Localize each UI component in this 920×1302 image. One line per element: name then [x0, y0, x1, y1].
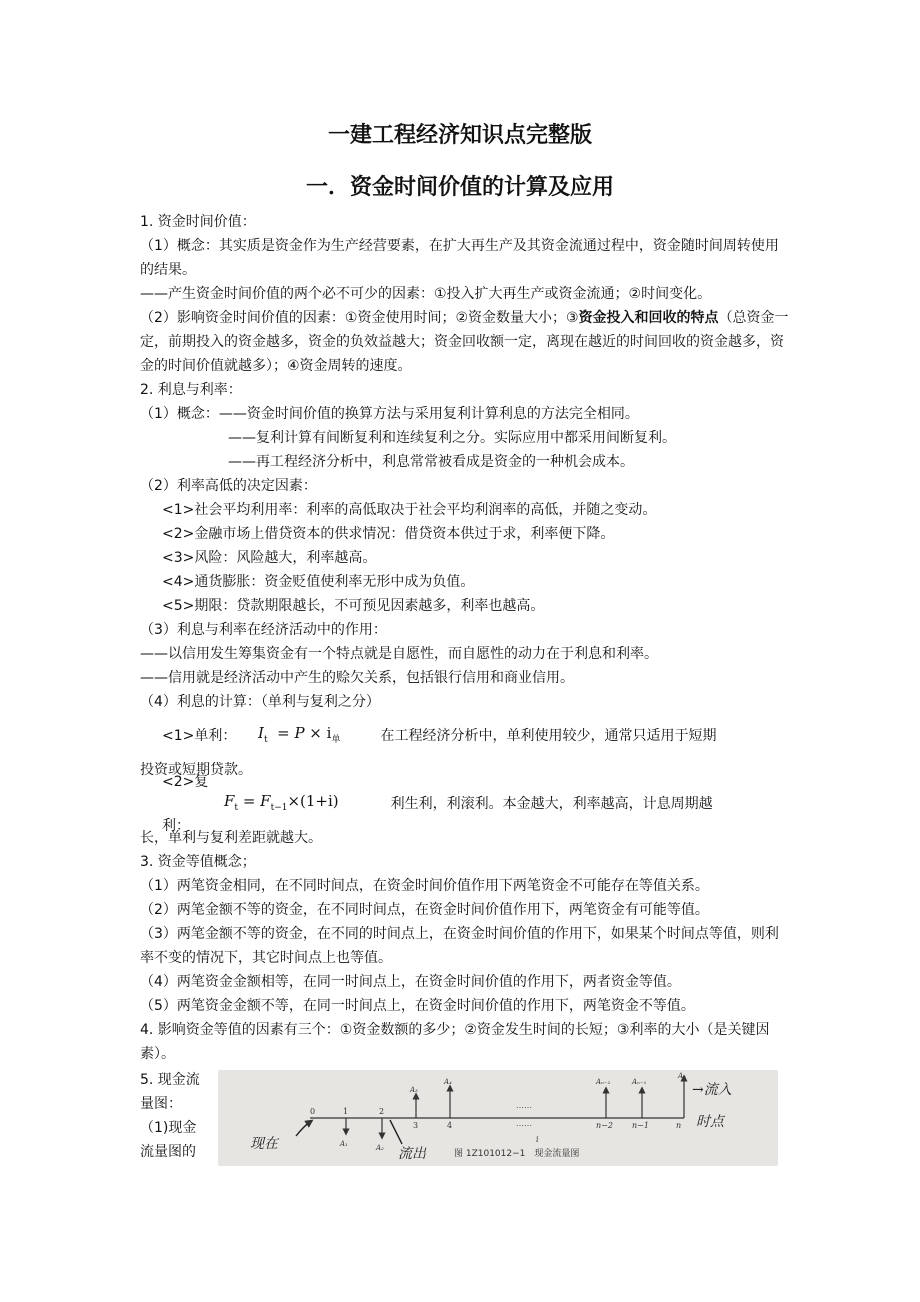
sec2-role-heading: （3）利息与利率在经济活动中的作用： [140, 622, 387, 638]
sec2-factor-1: <1>社会平均利用率：利率的高低取决于社会平均利润率的高低，并随之变动。 [162, 502, 657, 518]
tick-n-2: n−2 [596, 1121, 613, 1130]
tick-2: 2 [379, 1107, 385, 1116]
sec3-item-4: （4）两笔资金金额相等，在同一时间点上，在资金时间价值的作用下，两者资金等值。 [140, 974, 681, 990]
section-title: 一．资金时间价值的计算及应用 [305, 175, 614, 200]
compound-interest-cont: 长，单利与复利差距就越大。 [140, 830, 322, 846]
sec1-influence [140, 306, 790, 378]
hw-inflow: →流入 [692, 1082, 732, 1098]
simple-interest-line [140, 714, 790, 758]
document-body [140, 210, 790, 1168]
label-a3: A₃ [410, 1086, 418, 1094]
label-a4: A₄ [444, 1078, 452, 1086]
compound-interest-desc: 利生利，利滚利。本金越大，利率越高，计息周期越 [390, 796, 713, 812]
sec1-influence-bold: 资金投入和回收的特点 [578, 310, 719, 326]
sec5-sub-a: （1)现金 [140, 1120, 197, 1136]
sec5-sub-b: 流量图的 [140, 1144, 196, 1160]
tick-n-1: n−1 [632, 1121, 649, 1130]
diagram-caption: 图 1Z101012−1 现金流量图 [454, 1149, 580, 1159]
sec1-influence-a: （2）影响资金时间价值的因素：①资金使用时间；②资金数量大小；③ [140, 310, 579, 326]
dots-top: …… [516, 1101, 532, 1110]
compound-interest-formula: $F_t = F_{t-1}\times(1+i)$ [224, 791, 339, 813]
sec2-calc-heading: （4）利息的计算：（单利与复利之分） [140, 694, 380, 710]
simple-interest-label: <1>单利： [162, 728, 237, 744]
tick-n: n [676, 1121, 682, 1130]
sec2-role-2: ——信用就是经济活动中产生的赊欠关系，包括银行信用和商业信用。 [140, 670, 574, 686]
sec4-text: 4. 影响资金等值的因素有三个：①资金数额的多少；②资金发生时间的长短；③利率的大小（是关键因素）。 [140, 1022, 770, 1062]
cashflow-diagram-photo [218, 1070, 778, 1166]
sec2-concept-1: （1）概念：——资金时间价值的换算方法与采用复利计算利息的方法完全相同。 [140, 406, 639, 422]
sec2-concept-2: ——复利计算有间断复利和连续复利之分。实际应用中都采用间断复利。 [228, 430, 676, 446]
tick-4: 4 [447, 1121, 453, 1130]
sec3-item-3: （3）两笔金额不等的资金，在不同的时间点上，在资金时间价值的作用下，如果某个时间点等值，则利率不变的情况下，其它时间点上也等值。 [140, 926, 779, 966]
label-a1: A₁ [340, 1140, 348, 1148]
hw-timepoint: 时点 [696, 1114, 724, 1130]
simple-interest-cont: 投资或短期贷款。 [140, 762, 252, 778]
sec2-factors-heading: （2）利率高低的决定因素： [140, 478, 317, 494]
sec3-item-2: （2）两笔金额不等的资金，在不同时间点，在资金时间价值作用下，两笔资金有可能等值。 [140, 902, 709, 918]
sec2-factor-3: <3>风险：风险越大，利率越高。 [162, 550, 377, 566]
sec2-concept-3: ——再工程经济分析中，利息常常被看成是资金的一种机会成本。 [228, 454, 634, 470]
sec1-heading: 1. 资金时间价值： [140, 214, 256, 230]
compound-interest-label: <2>复利： [162, 774, 209, 834]
sec2-heading: 2. 利息与利率： [140, 382, 242, 398]
compound-interest-line [140, 774, 790, 834]
sec3-item-1: （1）两笔资金相同，在不同时间点，在资金时间价值作用下两笔资金不可能存在等值关系。 [140, 878, 709, 894]
simple-interest-formula: $I_t = P \times i_单$ [258, 723, 341, 745]
tick-3: 3 [413, 1121, 419, 1130]
sec1-factors: ——产生资金时间价值的两个必不可少的因素：①投入扩大再生产或资金流通；②时间变化。 [140, 286, 712, 302]
cashflow-section [140, 1068, 790, 1168]
document-title: 一建工程经济知识点完整版 [327, 123, 592, 148]
label-an-2: Aₙ₋₂ [596, 1078, 611, 1086]
sec5-heading-a: 5. 现金流 [140, 1072, 200, 1088]
hw-outflow: 流出 [398, 1146, 426, 1162]
sec3-item-5: （5）两笔资金金额不等，在同一时间点上，在资金时间价值的作用下，两笔资金不等值。 [140, 998, 695, 1014]
cashflow-diagram [218, 1070, 778, 1166]
sec5-heading-b: 量图： [140, 1096, 182, 1112]
label-an: Aₙ [678, 1072, 686, 1080]
simple-interest-desc: 在工程经济分析中，单利使用较少，通常只适用于短期 [380, 728, 717, 744]
sec2-role-1: ——以信用发生筹集资金有一个特点就是自愿性，而自愿性的动力在于利息和利率。 [140, 646, 658, 662]
sec5-text [140, 1068, 212, 1164]
label-a2: A₂ [376, 1144, 384, 1152]
i-label: i [536, 1135, 539, 1144]
tick-1: 1 [343, 1107, 349, 1116]
hw-present-arrow [296, 1122, 310, 1136]
dots-bottom: …… [516, 1119, 532, 1128]
tick-0: 0 [310, 1107, 316, 1116]
hw-present: 现在 [250, 1136, 278, 1152]
hw-outflow-stroke [390, 1120, 402, 1144]
sec2-factor-5: <5>期限：贷款期限越长，不可预见因素越多，利率也越高。 [162, 598, 545, 614]
sec3-heading: 3. 资金等值概念； [140, 854, 256, 870]
sec1-influence-c: （总资金一定，前期投入的资金越多，资金的负效益越大；资金回收额一定，离现在越近的时间回收的资金越多，资金的时间价值就越多）；④资金周转的速度。 [140, 310, 789, 374]
sec2-factor-2: <2>金融市场上借贷资本的供求情况：借贷资本供过于求，利率便下降。 [162, 526, 615, 542]
sec2-factor-4: <4>通货膨胀：资金贬值使利率无形中成为负值。 [162, 574, 475, 590]
sec1-concept: （1）概念：其实质是资金作为生产经营要素，在扩大再生产及其资金流通过程中，资金随时间周转使用的结果。 [140, 238, 779, 278]
label-an-1: Aₙ₋₁ [632, 1078, 647, 1086]
